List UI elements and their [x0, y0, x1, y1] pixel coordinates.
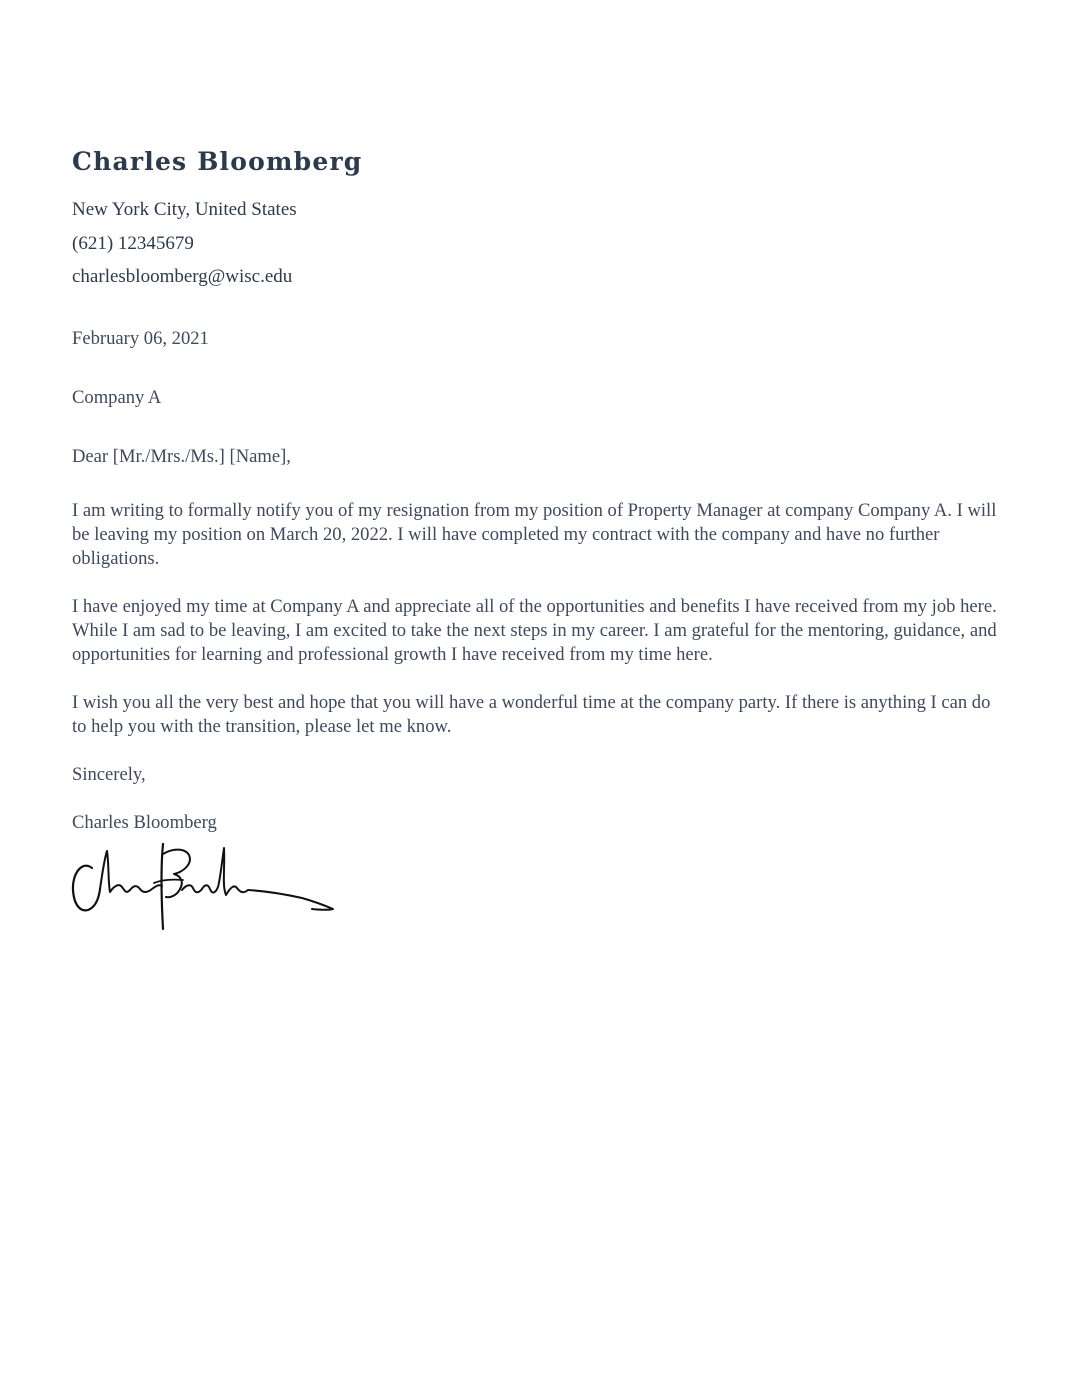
- sender-contact: [72, 193, 1008, 294]
- closing: Sincerely,: [72, 763, 146, 785]
- sender-email: charlesbloomberg@wisc.edu: [72, 266, 293, 287]
- sender-location: New York City, United States: [72, 199, 297, 220]
- resignation-letter: [72, 143, 1008, 835]
- recipient-company: Company A: [72, 386, 162, 408]
- body-paragraph: I wish you all the very best and hope that you will have a wonderful time at the company party. If there is anything I can do to help you with the transition, please let me know.: [72, 691, 991, 737]
- signer-name: Charles Bloomberg: [72, 811, 217, 833]
- sender-name: Charles Bloomberg: [72, 147, 363, 176]
- sender-phone: (621) 12345679: [72, 232, 194, 254]
- signature-icon: [70, 840, 338, 936]
- body-paragraph: I have enjoyed my time at Company A and appreciate all of the opportunities and benefits I have received from my job here. While I am sad to be leaving, I am excited to take the next steps in my career. I am grateful for the mentoring, guidance, and opportunities for learning and professional growth I have received from my time here.: [72, 595, 997, 665]
- salutation: Dear [Mr./Mrs./Ms.] [Name],: [72, 445, 291, 467]
- body-paragraph: I am writing to formally notify you of my resignation from my position of Property Manager at company Company A. I will be leaving my position on March 20, 2022. I will have completed my contract with the company and have no further obligations.: [72, 499, 997, 569]
- handwritten-signature: [70, 840, 338, 936]
- letter-date: February 06, 2021: [72, 327, 209, 349]
